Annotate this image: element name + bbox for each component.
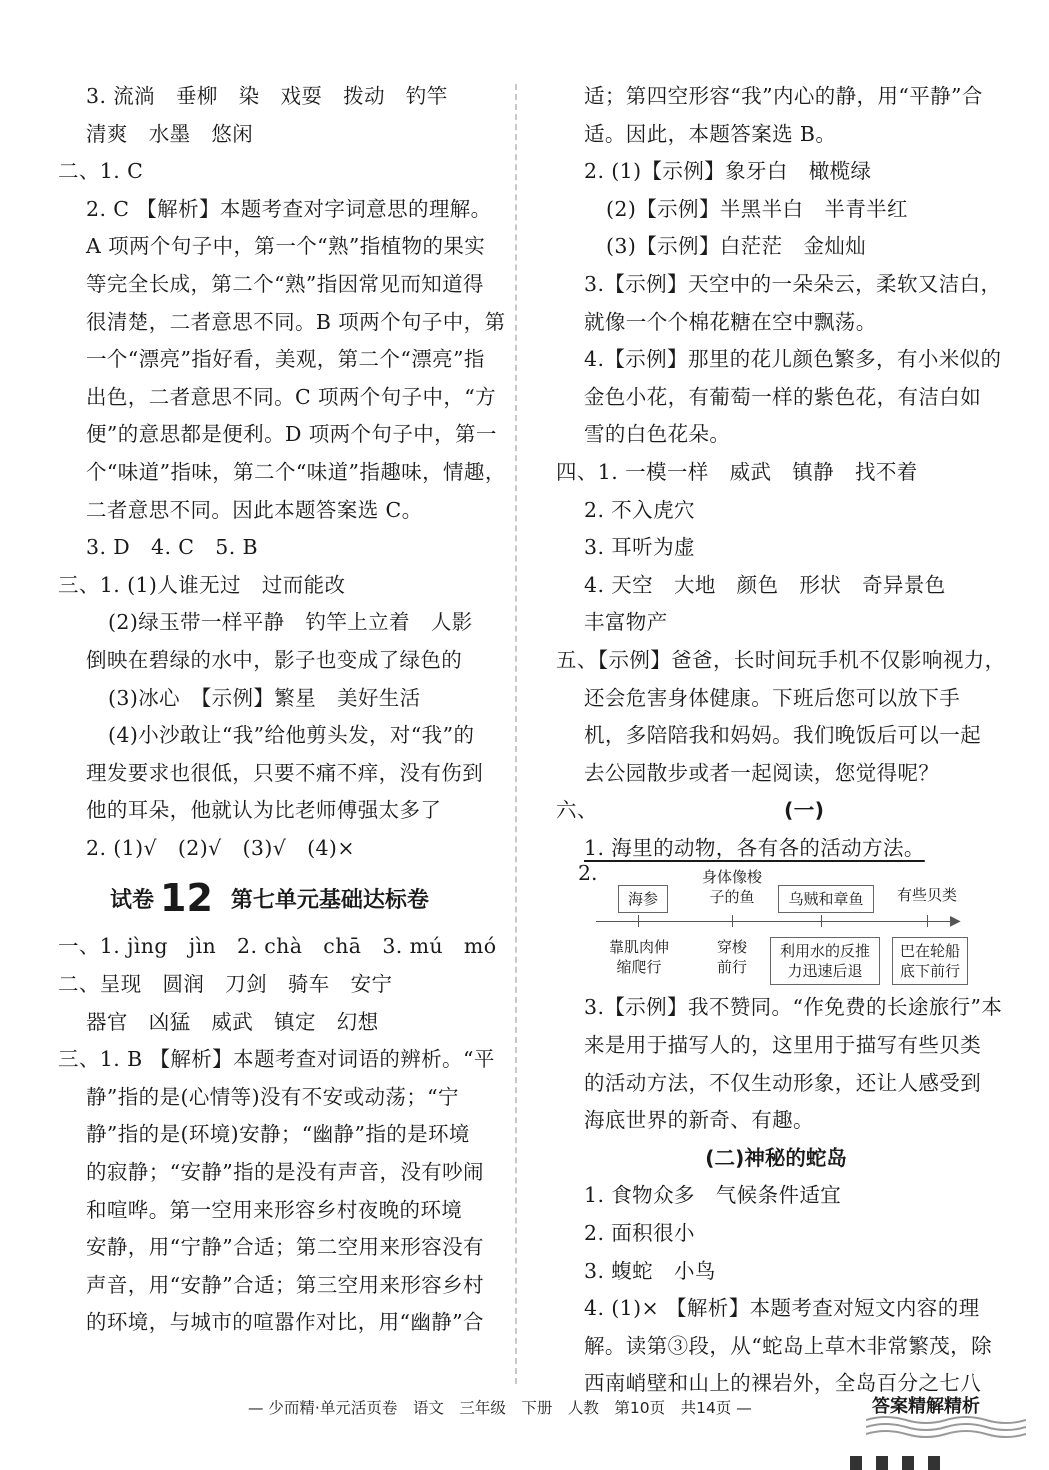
- answer-line: 3. 流淌 垂柳 染 戏耍 拨动 钓竿: [86, 84, 448, 108]
- answer-line: 海底世界的新奇、有趣。: [584, 1108, 814, 1133]
- answer-line: 金色小花，有葡萄一样的紫色花，有洁白如: [584, 384, 982, 409]
- subsection-title: (二)神秘的蛇岛: [705, 1145, 847, 1170]
- arrow-right-icon: ▶: [950, 913, 961, 930]
- answer-line: (3)冰心 【示例】繁星 美好生活: [108, 685, 421, 710]
- answer-line: 五、【示例】爸爸，长时间玩手机不仅影响视力，: [556, 647, 1006, 672]
- answer-line: 1. 食物众多 气候条件适宜: [584, 1183, 842, 1208]
- diagram-axis: [596, 921, 956, 922]
- answer-line: 便”的意思都是便利。D 项两个句子中，第一: [86, 422, 497, 447]
- left-column: [58, 78, 506, 1342]
- diagram-tick: [638, 915, 639, 927]
- test-number: 12: [160, 876, 213, 921]
- wave-decoration-icon: [866, 1414, 1026, 1438]
- answer-line: 2. 面积很小: [584, 1221, 695, 1246]
- answer-line: 4. 天空 大地 颜色 形状 奇异景色: [584, 572, 946, 597]
- diagram-tick: [927, 915, 928, 927]
- diagram-bottom-box: 利用水的反推力迅速后退: [770, 937, 880, 985]
- answer-line: 2. C 【解析】本题考查对字词意思的理解。: [86, 196, 492, 221]
- answer-line: 的环境，与城市的喧嚣作对比，用“幽静”合: [86, 1310, 484, 1335]
- answer-line: 四、1. 一模一样 威武 镇静 找不着: [556, 459, 918, 484]
- subsection-title: (一): [784, 798, 825, 823]
- activity-diagram: [578, 861, 996, 989]
- underlined-answer: 1. 海里的动物，各有各的活动方法。: [584, 835, 925, 860]
- answer-line: (2)绿玉带一样平静 钓竿上立着 人影: [108, 610, 473, 635]
- answer-line: 2. (1)√ (2)√ (3)√ (4)×: [86, 835, 355, 860]
- answer-line: 3. 耳听为虚: [584, 535, 695, 560]
- diagram-bottom-label: 靠肌肉伸缩爬行: [608, 938, 669, 977]
- answer-line: 适。因此，本题答案选 B。: [584, 121, 837, 146]
- answer-line: 理发要求也很低，只要不痛不痒，没有伤到: [86, 760, 484, 785]
- answer-line: 二者意思不同。因此本题答案选 C。: [86, 497, 423, 522]
- brand-label: 答案精解精析: [872, 1396, 980, 1417]
- diagram-top-box: 海参: [618, 885, 668, 913]
- answer-line: 一个“漂亮”指好看，美观，第二个“漂亮”指: [86, 347, 485, 372]
- answer-line: 和喧哗。第一空用来形容乡村夜晚的环境: [86, 1197, 463, 1222]
- diagram-tick: [732, 915, 733, 927]
- answer-line: 个“味道”指味，第二个“味道”指趣味，情趣，: [86, 459, 506, 484]
- answer-line: 2. (1)【示例】象牙白 橄榄绿: [584, 159, 872, 184]
- answer-line: 3.【示例】天空中的一朵朵云，柔软又洁白，: [584, 271, 1002, 296]
- diagram-bottom-label: 穿梭前行: [716, 938, 747, 977]
- answer-line: 三、1. (1)人谁无过 过而能改: [58, 572, 346, 597]
- page-footer: — 少而精·单元活页卷 语文 三年级 下册 人教 第10页 共14页 —: [248, 1399, 752, 1417]
- answer-line: [556, 830, 996, 868]
- column-divider: [515, 84, 517, 1384]
- answer-line: 的活动方法，不仅生动形象，还让人感受到: [584, 1070, 982, 1095]
- question-number: 2.: [578, 861, 598, 886]
- answer-line: (3)【示例】白茫茫 金灿灿: [606, 234, 867, 259]
- section-six-heading: [556, 792, 996, 830]
- answer-line: 倒映在碧绿的水中，影子也变成了绿色的: [86, 647, 463, 672]
- answer-line: (4)小沙敢让“我”给他剪头发，对“我”的: [108, 723, 475, 748]
- answer-line: (2)【示例】半黑半白 半青半红: [606, 196, 908, 221]
- answer-line: 器官 凶猛 威武 镇定 幻想: [86, 1009, 379, 1034]
- answer-line: A 项两个句子中，第一个“熟”指植物的果实: [86, 234, 486, 259]
- answer-line: 清爽 水墨 悠闲: [86, 121, 254, 146]
- answer-line: 他的耳朵，他就认为比老师傅强太多了: [86, 798, 442, 823]
- test-prefix: 试卷: [110, 888, 155, 914]
- answer-line: 4.【示例】那里的花儿颜色繁多，有小米似的: [584, 347, 1002, 372]
- answer-line: 去公园散步或者一起阅读，您觉得呢？: [584, 760, 940, 785]
- diagram-bottom-box: 巴在轮船底下前行: [892, 937, 968, 985]
- answer-line: 静”指的是(环境)安静；“幽静”指的是环境: [86, 1122, 470, 1147]
- answer-line: 丰富物产: [584, 610, 668, 635]
- answer-line: 就像一个个棉花糖在空中飘荡。: [584, 309, 877, 334]
- answer-line: 西南峭壁和山上的裸岩外，全岛百分之七八: [584, 1371, 982, 1396]
- answer-line: 3. D 4. C 5. B: [86, 535, 259, 560]
- answer-line: 4. (1)× 【解析】本题考查对短文内容的理: [584, 1296, 980, 1321]
- answer-line: 安静，用“宁静”合适；第二空用来形容没有: [86, 1235, 484, 1260]
- diagram-tick: [821, 915, 822, 927]
- right-column: [556, 78, 1006, 1403]
- answer-line: 出色，二者意思不同。C 项两个句子中，“方: [86, 384, 497, 409]
- answer-line: 3. 蝮蛇 小鸟: [584, 1258, 716, 1283]
- answer-line: 还会危害身体健康。下班后您可以放下手: [584, 685, 961, 710]
- diagram-top-label: 身体像梭子的鱼: [701, 868, 762, 907]
- answer-line: 2. 不入虎穴: [584, 497, 695, 522]
- bar-decoration-icon: [850, 1454, 940, 1470]
- answer-line: 等完全长成，第二个“熟”指因常见而知道得: [86, 271, 484, 296]
- diagram-top-label: 有些贝类: [896, 886, 957, 905]
- answer-line: 声音，用“安静”合适；第三空用来形容乡村: [86, 1272, 484, 1297]
- answer-line: 的寂静；“安静”指的是没有声音，没有吵闹: [86, 1160, 484, 1185]
- answer-line: 3.【示例】我不赞同。“作免费的长途旅行”本: [584, 995, 1003, 1020]
- answer-line: 一、1. jìng jìn 2. chà chā 3. mú mó: [58, 934, 497, 959]
- answer-line: 适；第四空形容“我”内心的静，用“平静”合: [584, 84, 983, 108]
- test-heading: [58, 873, 496, 926]
- answer-line: 来是用于描写人的，这里用于描写有些贝类: [584, 1033, 982, 1058]
- answer-line: 三、1. B 【解析】本题考查对词语的辨析。“平: [58, 1047, 495, 1072]
- answer-line: 雪的白色花朵。: [584, 422, 731, 447]
- test-title: 第七单元基础达标卷: [230, 888, 429, 914]
- section-number: 六、: [556, 798, 598, 823]
- answer-line: 机，多陪陪我和妈妈。我们晚饭后可以一起: [584, 723, 982, 748]
- answer-line: 很清楚，二者意思不同。B 项两个句子中，第: [86, 309, 506, 334]
- answer-line: 解。读第③段，从“蛇岛上草木非常繁茂，除: [584, 1333, 992, 1358]
- answer-line: 静”指的是(心情等)没有不安或动荡；“宁: [86, 1084, 459, 1109]
- answer-line: 二、1. C: [58, 159, 144, 184]
- answer-line: 二、呈现 圆润 刀剑 骑车 安宁: [58, 972, 393, 997]
- diagram-top-box: 乌贼和章鱼: [778, 885, 874, 913]
